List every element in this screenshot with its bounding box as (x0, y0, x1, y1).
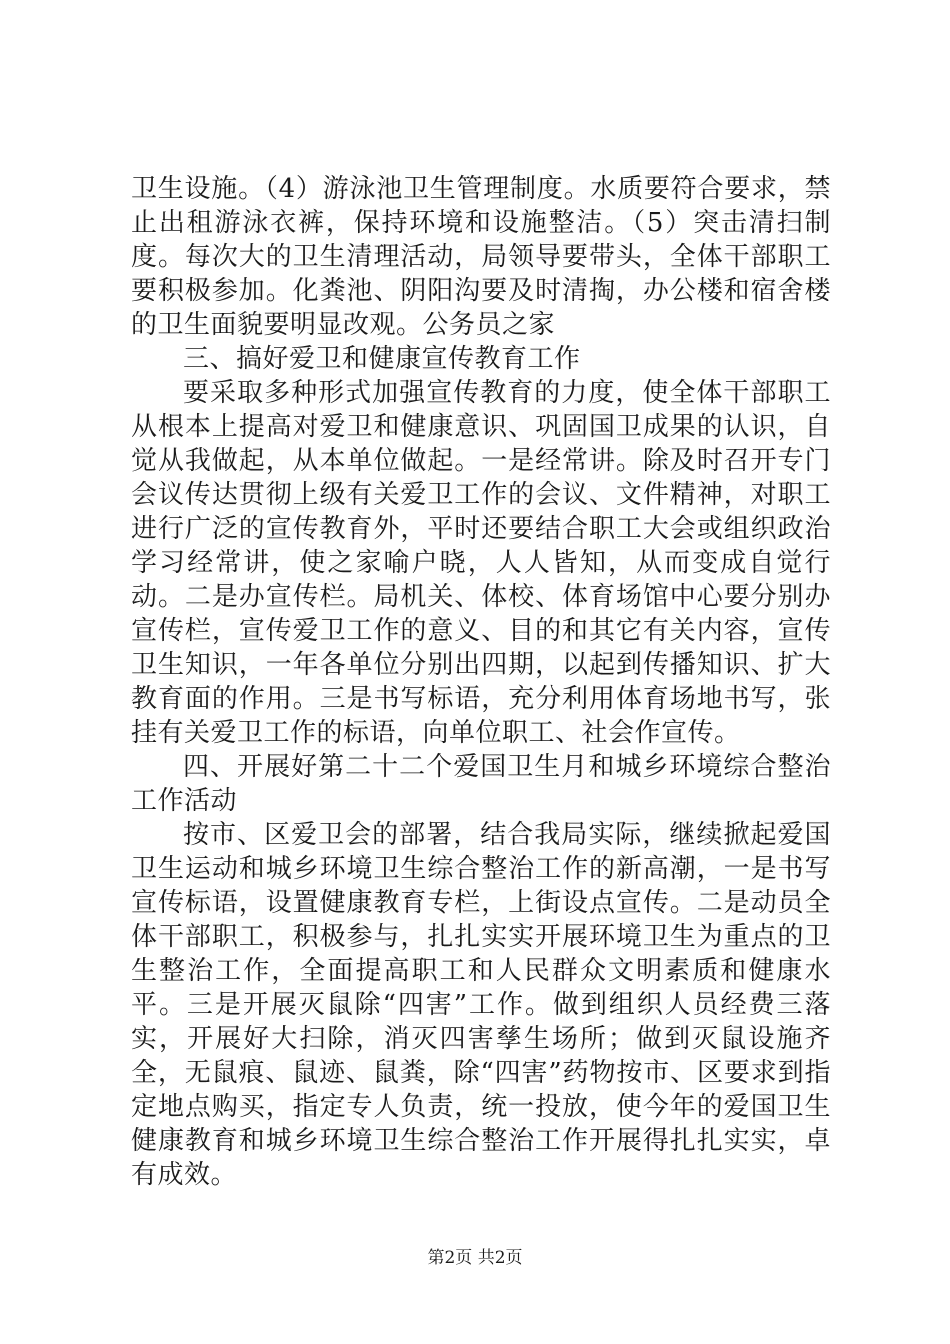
page-number-footer: 第2页 共2页 (427, 1248, 523, 1268)
section-heading-four: 四、开展好第二十二个爱国卫生月和城乡环境综合整治工作活动 (131, 752, 831, 816)
paragraph-publicity-education: 要采取多种形式加强宣传教育的力度，使全体干部职工从根本上提高对爱卫和健康意识、巩固国卫成果的认识，自觉从我做起，从本单位做起。一是经常讲。除及时召开专门会议传达贯彻上级有关爱卫工作的会议、文件精神，对职工进行广泛的宣传教育外，平时还要结合职工大会或组织政治学习经常讲，使之家喻户晓，人人皆知，从而变成自觉行动。二是办宣传栏。局机关、体校、体育场馆中心要分别办宣传栏，宣传爱卫工作的意义、目的和其它有关内容，宣传卫生知识，一年各单位分别出四期，以起到传播知识、扩大教育面的作用。三是书写标语，充分利用体育场地书写，张挂有关爱卫工作的标语，向单位职工、社会作宣传。 (131, 378, 831, 748)
section-heading-three: 三、搞好爱卫和健康宣传教育工作 (183, 344, 581, 374)
paragraph-sanitation-campaign: 按市、区爱卫会的部署，结合我局实际，继续掀起爱国卫生运动和城乡环境卫生综合整治工作的新高潮，一是书写宣传标语，设置健康教育专栏，上街设点宣传。二是动员全体干部职工，积极参与，扎扎实实开展环境卫生为重点的卫生整治工作，全面提高职工和人民群众文明素质和健康水平。三是开展灭鼠除“四害”工作。做到组织人员经费三落实，开展好大扫除，消灭四害孳生场所；做到灭鼠设施齐全，无鼠痕、鼠迹、鼠粪，除“四害”药物按市、区要求到指定地点购买，指定专人负责，统一投放，使今年的爱国卫生健康教育和城乡环境卫生综合整治工作开展得扎扎实实，卓有成效。 (131, 820, 831, 1190)
document-body (131, 172, 831, 1192)
paragraph-continuation: 卫生设施。（4）游泳池卫生管理制度。水质要符合要求，禁止出租游泳衣裤，保持环境和设施整洁。（5）突击清扫制度。每次大的卫生清理活动，局领导要带头，全体干部职工要积极参加。化粪池、阴阳沟要及时清掏，办公楼和宿舍楼的卫生面貌要明显改观。公务员之家 (131, 174, 831, 340)
